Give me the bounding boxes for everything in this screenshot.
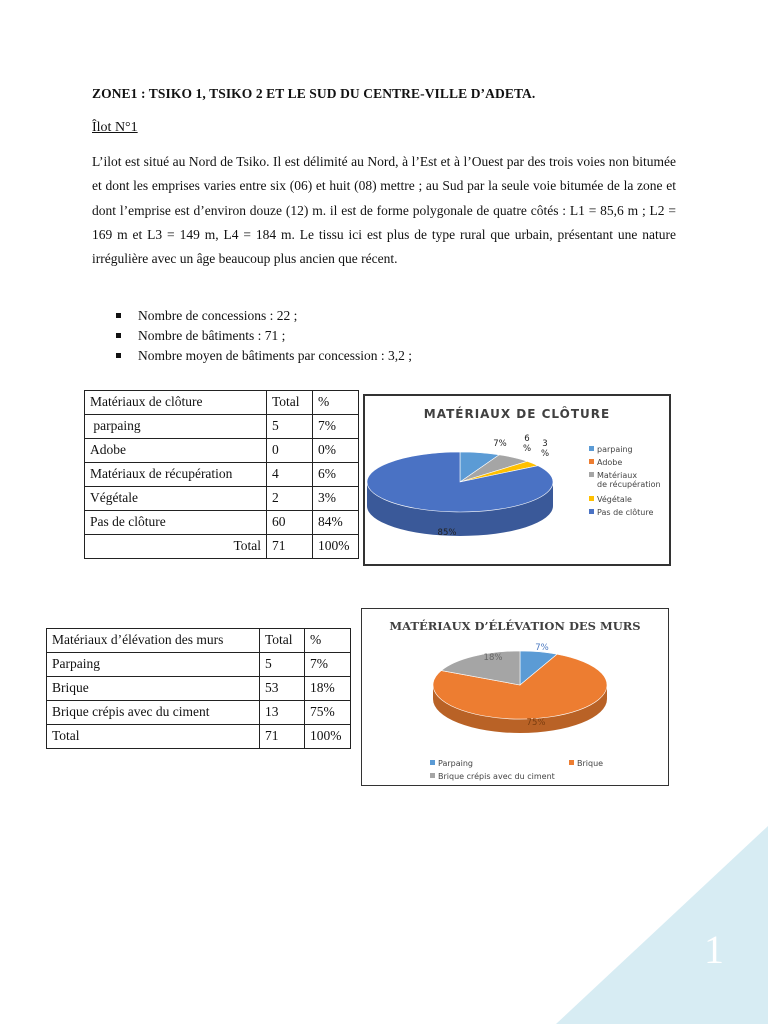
bullet-icon [116, 333, 121, 338]
table-cell: 5 [260, 653, 305, 677]
description-paragraph: L’ilot est situé au Nord de Tsiko. Il est délimité au Nord, à l’Est et à l’Ouest par des trois voies non bitumée et dont les emprises varies entre six (06) et huit (08) mettre ; au Sud par la seule voie bitumée de la zone et dont l’emprise est d’environ douze (12) m. il est de forme polygonale de quatre côtés : L1 = 85,6 m ; L2 = 169 m et L3 = 149 m, L4 = 184 m. Le tissu ici est plus de type rural que urbain, présentant une nature irrégulière avec un âge beaucoup plus ancien que récent. [92, 154, 676, 267]
chart-title: MATÉRIAUX DE CLÔTURE [423, 407, 611, 421]
bullet-icon [116, 313, 121, 318]
table-cell: Brique [47, 677, 260, 701]
table-cell: parpaing [85, 415, 267, 439]
list-item-text: Nombre de bâtiments : 71 ; [138, 328, 286, 343]
table-row [85, 463, 359, 487]
table-cell: 18% [305, 677, 351, 701]
page-number: 1 [704, 927, 724, 972]
legend-swatch [589, 509, 594, 514]
table-cell: 100% [305, 725, 351, 749]
table-header-row [47, 629, 351, 653]
table-cell: 2 [267, 487, 313, 511]
corner-triangle [556, 826, 768, 1024]
legend-label: Végétale [597, 495, 632, 504]
table-row [47, 677, 351, 701]
table-cell: 5 [267, 415, 313, 439]
list-item-text: Nombre de concessions : 22 ; [138, 308, 298, 323]
cloture-chart [363, 394, 671, 566]
list-item [114, 326, 412, 346]
legend-label: Pas de clôture [597, 508, 654, 517]
table-cell: Parpaing [47, 653, 260, 677]
legend-swatch [569, 760, 574, 765]
subsection-title: Îlot N°1 [92, 120, 138, 135]
elevation-chart [361, 608, 669, 786]
legend-label: Adobe [597, 458, 623, 467]
table-cell: 7% [305, 653, 351, 677]
elevation-pie-svg [362, 609, 668, 785]
elevation-table [46, 628, 351, 749]
list-item [114, 306, 412, 326]
header-cell: % [313, 391, 359, 415]
legend-label: Brique crépis avec du ciment [438, 772, 555, 781]
bullet-icon [116, 353, 121, 358]
legend-label: Brique [577, 759, 604, 768]
legend-label: parpaing [597, 445, 633, 454]
table-row [47, 653, 351, 677]
data-label: 7% [535, 643, 549, 653]
header-cell: Matériaux d’élévation des murs [47, 629, 260, 653]
table-cell: 13 [260, 701, 305, 725]
table-cell: 71 [267, 535, 313, 559]
header-cell: Total [267, 391, 313, 415]
legend-swatch [589, 446, 594, 451]
data-label: 6 % [522, 434, 532, 454]
legend-swatch [589, 459, 594, 464]
legend-swatch [430, 760, 435, 765]
table-header-row [85, 391, 359, 415]
legend-label: Parpaing [438, 759, 474, 768]
legend-swatch [589, 496, 594, 501]
table-cell: 84% [313, 511, 359, 535]
table-total-row [85, 535, 359, 559]
data-label: 3 % [540, 439, 550, 459]
table-cell: Matériaux de récupération [85, 463, 267, 487]
header-cell: % [305, 629, 351, 653]
legend-swatch [589, 472, 594, 477]
table-cell: 6% [313, 463, 359, 487]
table-row [85, 439, 359, 463]
table-row [85, 511, 359, 535]
table-cell: Brique crépis avec du ciment [47, 701, 260, 725]
table-cell: 53 [260, 677, 305, 701]
table-cell: 3% [313, 487, 359, 511]
table-total-row [47, 725, 351, 749]
stats-list [114, 306, 412, 366]
table-cell: 0% [313, 439, 359, 463]
cloture-table [84, 390, 359, 559]
table-cell: 0 [267, 439, 313, 463]
list-item-text: Nombre moyen de bâtiments par concession : 3,2 ; [138, 348, 413, 363]
header-cell: Matériaux de clôture [85, 391, 267, 415]
table-cell: 75% [305, 701, 351, 725]
table-row [47, 701, 351, 725]
data-label: 7% [493, 439, 507, 449]
table-cell: Total [85, 535, 267, 559]
list-item [114, 346, 412, 366]
header-cell: Total [260, 629, 305, 653]
table-cell: 100% [313, 535, 359, 559]
table-cell: Total [47, 725, 260, 749]
table-row [85, 487, 359, 511]
table-cell: Végétale [85, 487, 267, 511]
table-cell: Adobe [85, 439, 267, 463]
data-label: 18% [483, 653, 503, 663]
table-row [85, 415, 359, 439]
data-label: 85% [437, 528, 457, 538]
section-title: ZONE1 : TSIKO 1, TSIKO 2 ET LE SUD DU CENTRE-VILLE D’ADETA. [92, 86, 536, 101]
legend-swatch [430, 773, 435, 778]
legend-label: Matériaux de récupération [597, 471, 661, 489]
table-cell: 71 [260, 725, 305, 749]
table-cell: 4 [267, 463, 313, 487]
table-cell: Pas de clôture [85, 511, 267, 535]
table-cell: 60 [267, 511, 313, 535]
chart-title: MATÉRIAUX D’ÉLÉVATION DES MURS [389, 619, 641, 633]
table-cell: 7% [313, 415, 359, 439]
data-label: 75% [526, 718, 546, 728]
cloture-pie-svg [365, 396, 669, 564]
